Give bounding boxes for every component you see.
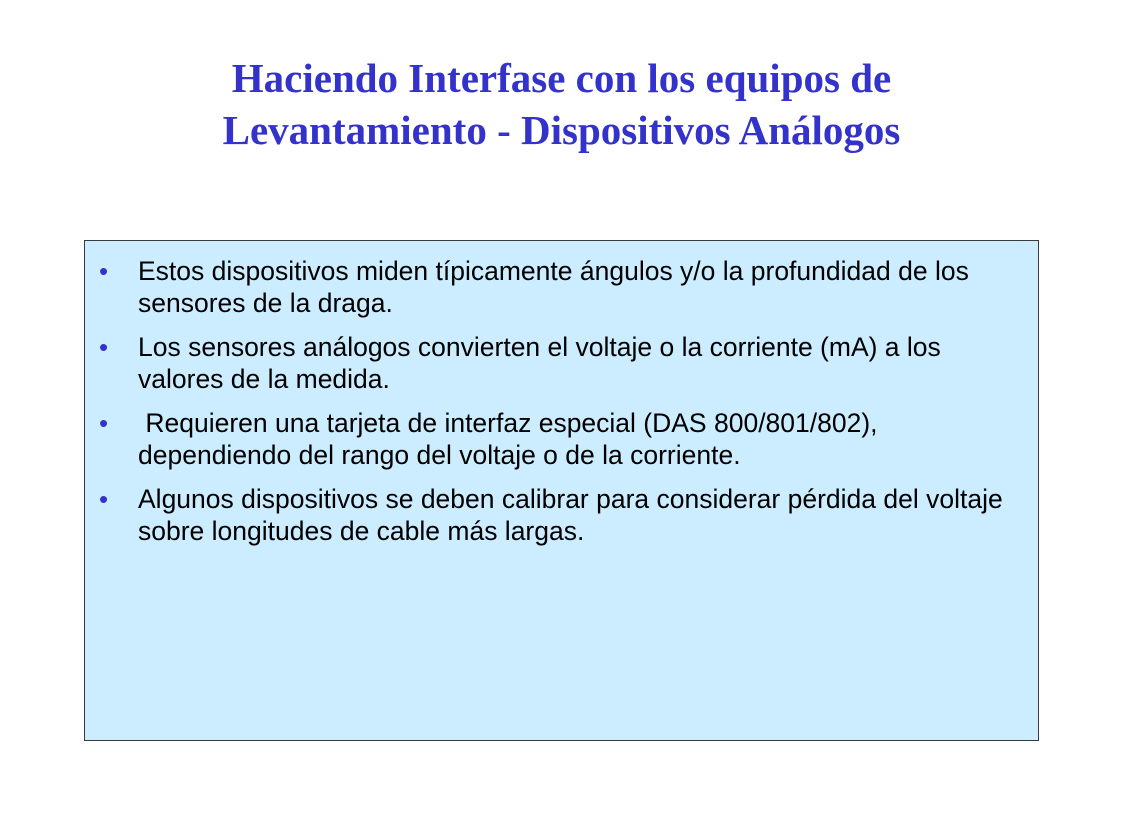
bullet-text: Los sensores análogos convierten el voltaje o la corriente (mA) a los valores de la medida. <box>138 332 941 394</box>
bullet-text: Estos dispositivos miden típicamente ángulos y/o la profundidad de los sensores de la draga. <box>138 256 969 318</box>
bullet-text: Requieren una tarjeta de interfaz especial (DAS 800/801/802), dependiendo del rango del voltaje o de la corriente. <box>138 408 885 470</box>
bullet-dot-icon: • <box>99 408 109 438</box>
slide-title-line-2: Levantamiento - Dispositivos Análogos <box>222 107 901 153</box>
bullet-dot-icon: • <box>99 332 109 362</box>
bullet-item <box>85 331 1020 395</box>
bullet-item <box>85 407 1020 471</box>
bullet-text: Algunos dispositivos se deben calibrar para considerar pérdida del voltaje sobre longitudes de cable más largas. <box>138 484 1003 546</box>
bullet-list <box>85 241 1038 547</box>
bullet-item <box>85 483 1020 547</box>
slide-title <box>0 52 1123 156</box>
slide-title-line-1: Haciendo Interfase con los equipos de <box>231 55 892 101</box>
bullet-dot-icon: • <box>99 256 109 286</box>
bullet-item <box>85 255 1020 319</box>
content-box <box>84 240 1039 741</box>
bullet-dot-icon: • <box>99 484 109 514</box>
